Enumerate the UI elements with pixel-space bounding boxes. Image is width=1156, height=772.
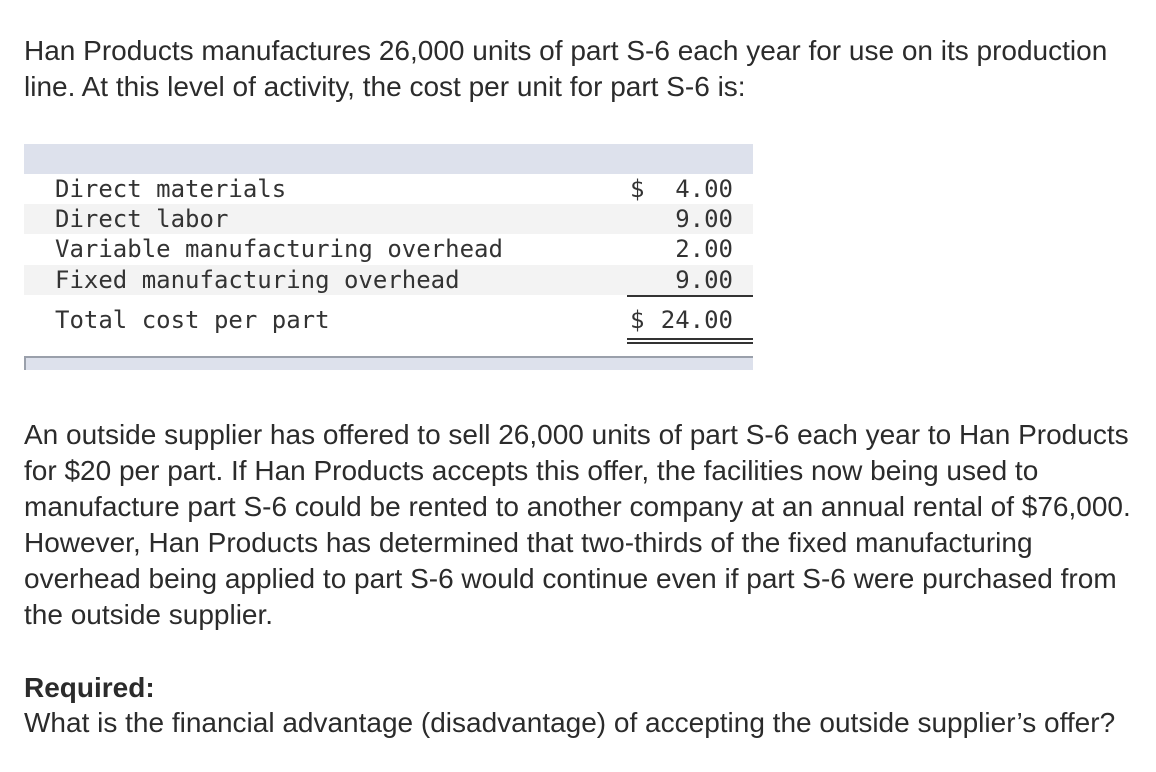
supplier-paragraph: An outside supplier has offered to sell 26,000 units of part S-6 each year to Han Products for $20 per part. If Han Products accepts this offer, the facilities now being used to manufacture part S-6 could be rented to another company at an annual rental of $76,000. However, Han Products has determined that two-thirds of the fixed manufacturing overhead being applied to part S-6 would continue even if part S-6 were purchased from the outside supplier. [24,419,1131,630]
double-rule-top [627,338,753,340]
cost-table [24,144,753,374]
table-header-bar [24,144,753,174]
currency-symbol: $ [630,306,645,334]
row-label: Variable manufacturing overhead [55,235,503,263]
total-label: Total cost per part [55,306,330,334]
currency-symbol: $ [630,175,645,203]
table-row [24,204,753,234]
row-label: Direct materials [55,175,287,203]
table-row [24,234,753,264]
row-value: 9.00 [675,205,733,233]
required-heading: Required: [24,672,155,703]
total-row [24,305,753,335]
row-value: 2.00 [675,235,733,263]
double-rule-bottom [627,342,753,344]
table-footer-bar [24,356,753,370]
intro-paragraph: Han Products manufactures 26,000 units of part S-6 each year for use on its production line. At this level of activity, the cost per unit for part S-6 is: [24,35,1108,102]
question-text: What is the financial advantage (disadvantage) of accepting the outside supplier’s offer? [24,707,1116,738]
row-value: 4.00 [675,175,733,203]
row-value: 9.00 [675,266,733,294]
row-label: Direct labor [55,205,229,233]
total-value: 24.00 [660,306,733,334]
table-row [24,174,753,204]
subtotal-rule [627,295,753,297]
row-label: Fixed manufacturing overhead [55,266,460,294]
table-row [24,265,753,295]
